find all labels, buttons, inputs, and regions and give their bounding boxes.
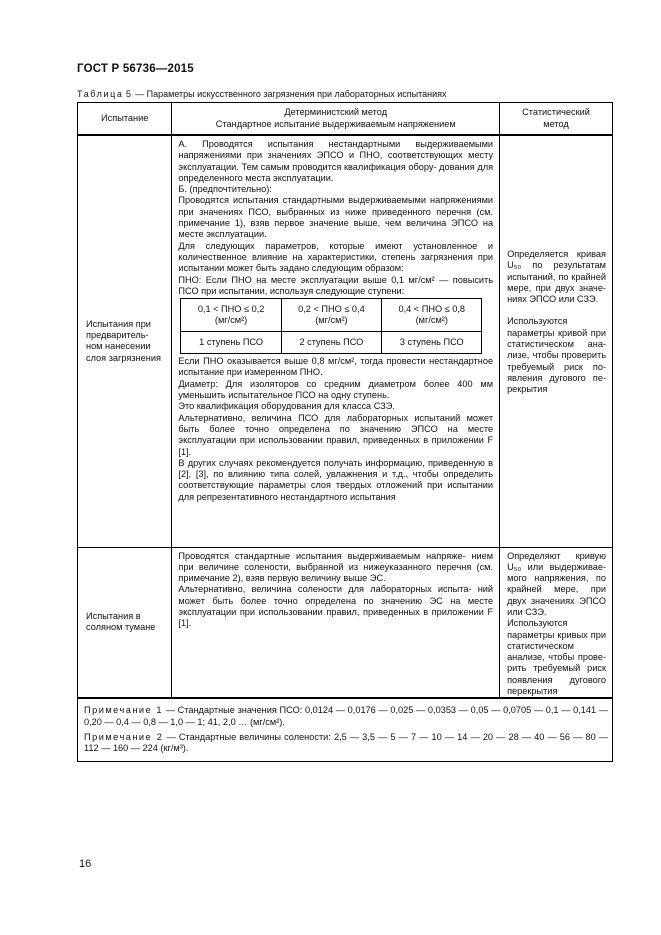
pno-range-cell <box>281 299 381 332</box>
row2-stat-curve: Определяют кривую U₅₀ или выдерживае- мого напряжения, по крайней мере, при двух значениях ЭПСО или СЗЭ. <box>507 550 606 617</box>
row2-statistical <box>500 547 613 698</box>
pno-range-cell <box>382 299 482 332</box>
caption-number: 5 <box>126 89 133 99</box>
pno-steps-table <box>180 298 482 354</box>
row1-statistical <box>500 135 613 547</box>
row1-deterministic <box>172 135 500 547</box>
table-row-prepollution <box>78 135 613 547</box>
table-caption <box>77 89 446 99</box>
row1-test-name: Испытания при предваритель- ном нанесении слоя загрязнения <box>78 135 172 547</box>
header-deterministic-line2: Стандартное испытание выдерживаемым напряжением <box>215 118 456 129</box>
caption-label: Таблица <box>77 89 124 99</box>
row1-para-pno: ПНО: Если ПНО на месте эксплуатации выше 0,1 мг/см² — повысить ПСО при испытании, используя следующие ступени: <box>178 274 494 296</box>
header-test: Испытание <box>78 103 172 136</box>
row2-stat-params: Используются параметры кривых при статистическом анализе, чтобы прове- рить требуемый риск появления дугового перекрытия <box>507 618 606 697</box>
pno-step-row <box>181 332 482 354</box>
row1-para-other: В других случаях рекомендуется получать информацию, приведенную в [2], [3], по влиянию типа солей, увлажнения и т.д., чтобы определить соответствующие параметры слоя твердых отложений при испытании для репрезентативного нестандартного испытания <box>178 457 494 502</box>
row1-para-b-label: Б. (предпочтительно): <box>178 184 272 195</box>
header-statistical-line1: Статистический <box>522 107 590 118</box>
row1-stat-params: Используются параметры кривой при статистическом ана- лизе, чтобы проверить требуемый риск по- явления дугового пе- рекрытия <box>507 316 606 395</box>
header-deterministic-line1: Детерминистский метод <box>284 107 388 118</box>
pno-step-cell: 3 ступень ПСО <box>382 332 482 354</box>
note-1-text: — Стандартные значения ПСО: 0,0124 — 0,0176 — 0,025 — 0,0353 — 0,05 — 0,0705 — 0,1 — 0,141 — 0,20 — 0,4 — 0,8 — 1,0 — 1; 41, 2,0 … (мг/см²). <box>84 705 609 727</box>
table-notes <box>78 698 613 761</box>
row1-para-a: А. Проводятся испытания нестандартными выдерживаемыми напряжениями при значениях ЭПСО и ПНО, соответствующих месту эксплуатации. Тем самым проводится квалификация обору- дования для определенного места эксплуатации. <box>178 139 494 183</box>
pno-step-cell: 2 ступень ПСО <box>281 332 381 354</box>
row1-para-alternative: Альтернативно, величина ПСО для лабораторных испытаний может быть более точно определена по значению ЭПСО на месте эксплуатации при использовании правил, приведенных в приложении F [1]. <box>178 412 494 457</box>
row2-para-standard: Проводятся стандартные испытания выдерживаемым напряже- нием при величине солености, выбранной из нижеуказанного перечня (см. примечание 2), взяв первую величину выше ЭС. <box>178 550 494 584</box>
note-2 <box>84 732 608 755</box>
pno-step-cell: 1 ступень ПСО <box>181 332 281 354</box>
pno-range-row <box>181 299 482 332</box>
table-notes-row <box>78 698 613 761</box>
row1-para-diameter: Диаметр: Для изоляторов со средним диаметром более 400 мм уменьшить испытательное ПСО на одну ступень. <box>178 378 494 401</box>
row2-test-name: Испытания в соляном тумане <box>78 547 172 698</box>
document-title: ГОСТ Р 56736—2015 <box>77 63 194 75</box>
row1-para-pno-high: Если ПНО оказывается выше 0,8 мг/см², тогда провести нестандартное испытание при измеренном ПНО. <box>178 356 494 378</box>
pno-range-cell <box>181 299 281 332</box>
note-2-label: Примечание 2 <box>84 731 164 742</box>
row1-para-class: Это квалификация оборудования для класса СЗЭ. <box>178 401 395 412</box>
note-2-text: — Стандартные величины солености: 2,5 — 3,5 — 5 — 7 — 10 — 14 — 20 — 28 — 40 — 56 — 80 — 112 — 160 — 224 (кг/м³). <box>84 731 609 754</box>
row1-para-params: Для следующих параметров, которые имеют установленное и количественное влияние на характеристики, степень загрязнения при испытании может быть задано следующим образом: <box>178 240 494 274</box>
pno-range-text: 0,4 < ПНО ≤ 0,8 <box>398 303 466 314</box>
pno-unit: (мг/см²) <box>415 315 448 326</box>
pno-unit: (мг/см²) <box>315 315 348 326</box>
pollution-parameters-table <box>77 102 613 762</box>
caption-text: — Параметры искусственного загрязнения при лабораторных испытаниях <box>135 89 447 99</box>
table-header-row <box>78 103 613 136</box>
header-deterministic <box>172 103 500 136</box>
note-1 <box>84 705 608 728</box>
header-statistical <box>500 103 613 136</box>
header-statistical-line2: метод <box>543 118 569 129</box>
note-1-label: Примечание 1 <box>84 705 163 716</box>
pno-range-text: 0,1 < ПНО ≤ 0,2 <box>197 303 265 314</box>
table-row-salt-fog <box>78 547 613 698</box>
row1-para-b: Проводятся испытания стандартными выдерживаемыми напряжениями при значениях ПСО, выбранных из ниже приведенного перечня (см. примечание 1), взяв первое значение выше, чем величина ЭПСО на месте эксплуатации. <box>178 195 494 240</box>
page-number: 16 <box>79 858 92 870</box>
pno-unit: (мг/см²) <box>214 315 248 326</box>
row2-deterministic <box>172 547 500 698</box>
row2-para-alternative: Альтернативно, величина солености для лабораторных испыта- ний может быть более точно определена по значению ЭС на месте эксплуатации при использовании правил, приведенных в приложении F [1]. <box>178 584 494 629</box>
pno-range-text: 0,2 < ПНО ≤ 0,4 <box>298 303 365 314</box>
row1-stat-curve: Определяется кривая U₅₀ по результатам испытаний, по крайней мере, при двух значе- ниях ЭПСО или СЗЭ. <box>507 249 606 305</box>
